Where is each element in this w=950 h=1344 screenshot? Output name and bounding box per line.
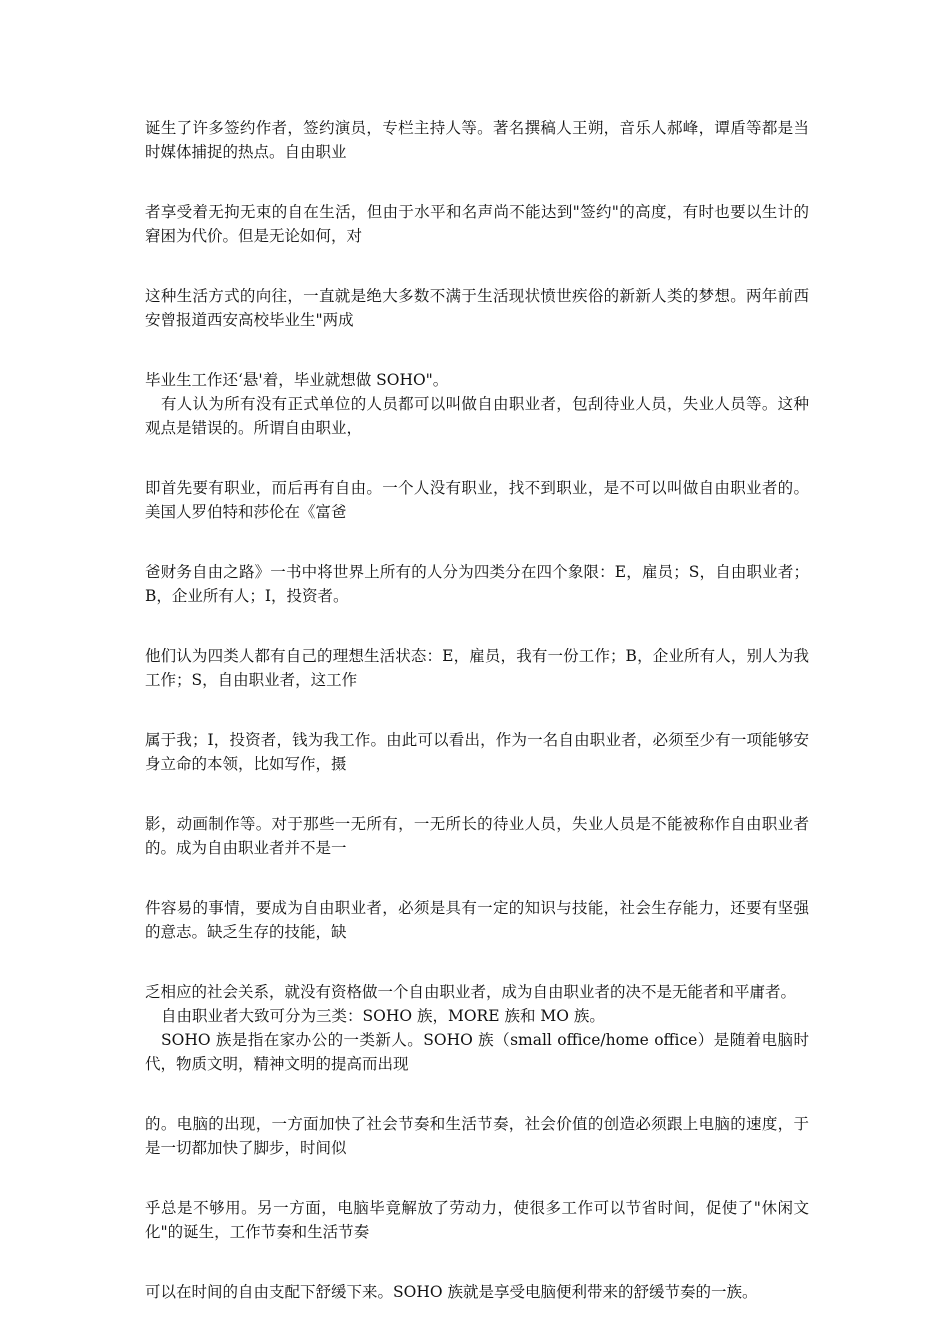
paragraph-2: 者享受着无拘无束的自在生活，但由于水平和名声尚不能达到"签约"的高度，有时也要以生计的窘困为代价。但是无论如何，对 bbox=[145, 203, 809, 245]
paragraph-14: SOHO 族是指在家办公的一类新人。SOHO 族（small office/home office）是随着电脑时代，物质文明，精神文明的提高而出现 bbox=[145, 1031, 809, 1073]
paragraph-7: 爸财务自由之路》一书中将世界上所有的人分为四类分在四个象限：E，雇员；S，自由职业者；B，企业所有人；I，投资者。 bbox=[145, 563, 809, 605]
paragraph-16: 乎总是不够用。另一方面，电脑毕竟解放了劳动力，使很多工作可以节省时间，促使了"休闲文化"的诞生，工作节奏和生活节奏 bbox=[145, 1199, 809, 1241]
paragraph-9: 属于我；I，投资者，钱为我工作。由此可以看出，作为一名自由职业者，必须至少有一项能够安身立命的本领，比如写作，摄 bbox=[145, 731, 809, 773]
document-body bbox=[145, 116, 809, 1304]
paragraph-3: 这种生活方式的向往，一直就是绝大多数不满于生活现状愤世疾俗的新新人类的梦想。两年前西安曾报道西安高校毕业生"两成 bbox=[145, 287, 809, 329]
paragraph-8: 他们认为四类人都有自己的理想生活状态：E，雇员，我有一份工作；B，企业所有人，别人为我工作；S，自由职业者，这工作 bbox=[145, 647, 809, 689]
paragraph-12: 乏相应的社会关系，就没有资格做一个自由职业者，成为自由职业者的决不是无能者和平庸者。 bbox=[145, 983, 797, 1001]
paragraph-17: 可以在时间的自由支配下舒缓下来。SOHO 族就是享受电脑便利带来的舒缓节奏的一族。 bbox=[145, 1283, 758, 1301]
paragraph-6: 即首先要有职业，而后再有自由。一个人没有职业，找不到职业，是不可以叫做自由职业者的。美国人罗伯特和莎伦在《富爸 bbox=[145, 479, 809, 521]
paragraph-15: 的。电脑的出现，一方面加快了社会节奏和生活节奏，社会价值的创造必须跟上电脑的速度，于是一切都加快了脚步，时间似 bbox=[145, 1115, 809, 1157]
paragraph-1: 诞生了许多签约作者，签约演员，专栏主持人等。著名撰稿人王朔，音乐人郝峰，谭盾等都是当时媒体捕捉的热点。自由职业 bbox=[145, 119, 809, 161]
paragraph-4: 毕业生工作还‘悬'着，毕业就想做 SOHO"。 bbox=[145, 371, 449, 389]
paragraph-10: 影，动画制作等。对于那些一无所有，一无所长的待业人员，失业人员是不能被称作自由职业者的。成为自由职业者并不是一 bbox=[145, 815, 809, 857]
paragraph-13: 自由职业者大致可分为三类：SOHO 族，MORE 族和 MO 族。 bbox=[161, 1007, 605, 1025]
paragraph-11: 件容易的事情，要成为自由职业者，必须是具有一定的知识与技能，社会生存能力，还要有坚强的意志。缺乏生存的技能，缺 bbox=[145, 899, 809, 941]
paragraph-5: 有人认为所有没有正式单位的人员都可以叫做自由职业者，包刮待业人员，失业人员等。这种观点是错误的。所谓自由职业， bbox=[145, 395, 809, 437]
